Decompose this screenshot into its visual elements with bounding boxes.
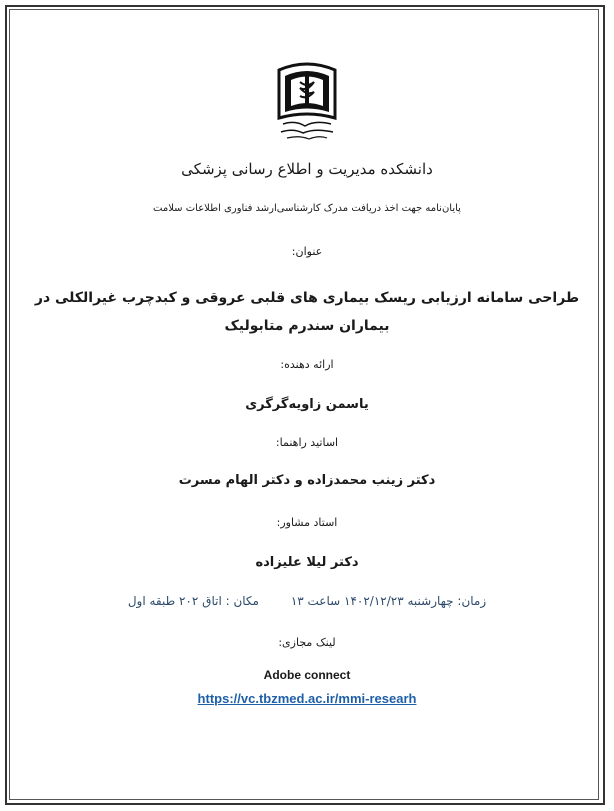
- session-info: [0, 594, 614, 608]
- faculty-name: دانشکده مدیریت و اطلاع رسانی پزشکی: [181, 160, 433, 178]
- presenter-label: ارائه دهنده:: [280, 358, 334, 371]
- thesis-title-line2: بیماران سندرم متابولیک: [224, 318, 390, 334]
- virtual-link-label: لینک مجازی:: [278, 636, 336, 649]
- university-emblem-icon: [275, 60, 339, 142]
- session-time: زمان: چهارشنبه ۱۴۰۲/۱۲/۲۳ ساعت ۱۳: [290, 594, 487, 608]
- presenter-name: یاسمن زاویه‌گرگری: [245, 397, 369, 412]
- supervisors-label: اساتید راهنما:: [275, 436, 339, 449]
- session-place: مکان : اتاق ۲۰۲ طبقه اول: [127, 594, 259, 608]
- meeting-link[interactable]: https://vc.tbzmed.ac.ir/mmi-researh: [197, 691, 417, 706]
- degree-statement: پایان‌نامه جهت اخذ دریافت مدرک کارشناسی‌ارشد فناوری اطلاعات سلامت: [153, 203, 461, 214]
- title-label: عنوان:: [291, 245, 323, 258]
- advisor-label: استاد مشاور:: [276, 516, 338, 529]
- supervisors-names: دکتر زینب محمدزاده و دکتر الهام مسرت: [178, 473, 436, 488]
- platform-name: Adobe connect: [263, 668, 351, 682]
- thesis-title-line1: طراحی سامانه ارزیابی ریسک بیماری های قلبی عروقی و کبدچرب غیرالکلی در: [34, 290, 580, 306]
- thesis-title: [0, 284, 614, 340]
- advisor-name: دکتر لیلا علیزاده: [255, 555, 359, 570]
